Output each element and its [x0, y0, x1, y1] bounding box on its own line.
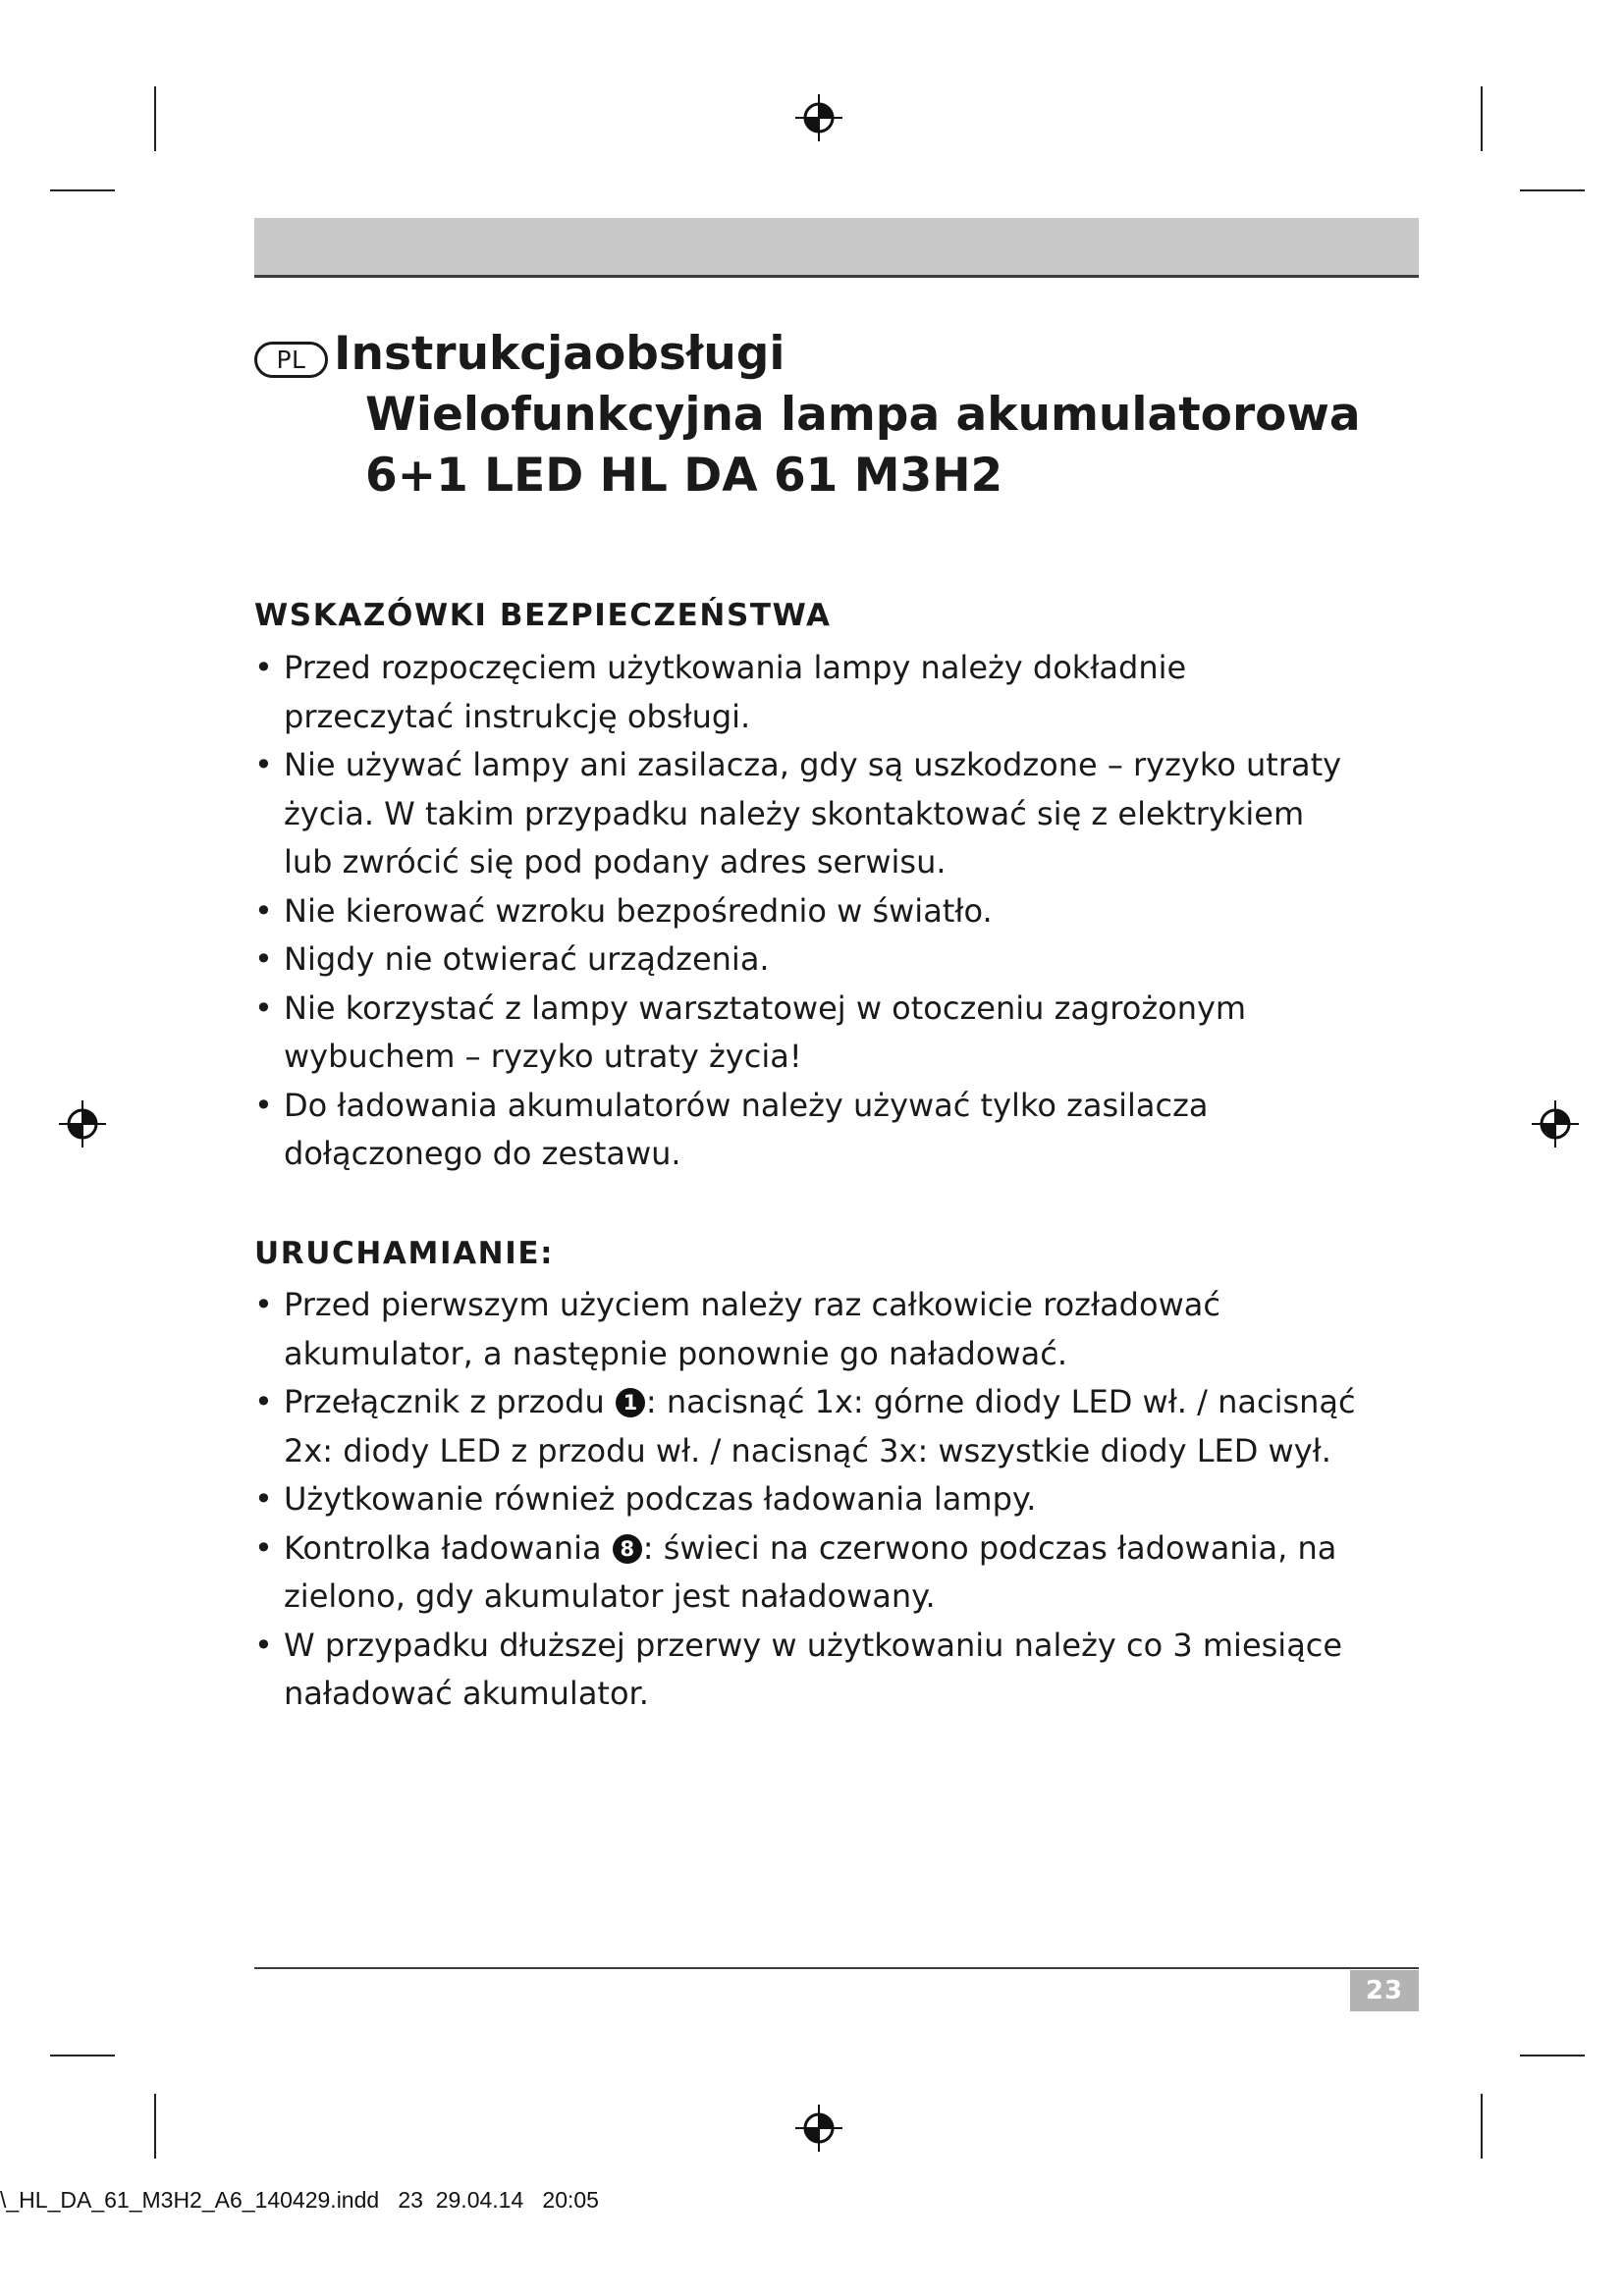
startup-list	[254, 1281, 1433, 1719]
number-1-icon: 1	[616, 1388, 645, 1417]
crop-mark-bottom-left-h	[50, 2055, 115, 2056]
crop-mark-bottom-right-h	[1520, 2055, 1585, 2056]
list-item: • Przed pierwszym użyciem należy raz całkowicie rozładować akumulator, a następnie ponownie go naładować.	[254, 1281, 1433, 1378]
list-item: • Do ładowania akumulatorów należy używać tylko zasilacza dołączonego do zestawu.	[254, 1082, 1433, 1179]
list-item: • Nie używać lampy ani zasilacza, gdy są uszkodzone – ryzyko utraty życia. W takim przypadku należy skontaktować się z elektrykiem lub zwrócić się pod podany adres serwisu.	[254, 741, 1433, 887]
startup-heading: URUCHAMIANIE:	[254, 1236, 555, 1271]
list-item: • Nie kierować wzroku bezpośrednio w światło.	[254, 887, 1433, 936]
list-item: • Użytkowanie również podczas ładowania lampy.	[254, 1475, 1433, 1524]
number-8-icon: 8	[613, 1534, 642, 1564]
crop-mark-top-left-h	[50, 189, 115, 191]
page-title	[334, 324, 1361, 507]
product-name-line2: 6+1 LED HL DA 61 M3H2	[365, 449, 1003, 503]
registration-mark-top-icon	[791, 90, 846, 145]
crop-mark-top-right-h	[1520, 189, 1585, 191]
manual-title: Instrukcjaobsługi	[334, 327, 785, 381]
safety-heading: WSKAZÓWKI BEZPIECZEŃSTWA	[254, 598, 832, 633]
list-item-text: : nacisnąć 1x: górne diody LED wł. / nacisnąć 2x: diody LED z przodu wł. / nacisnąć 3x: wszystkie diody LED wył.	[284, 1383, 1356, 1469]
registration-mark-bottom-icon	[791, 2101, 846, 2156]
list-item-text: Kontrolka ładowania	[284, 1528, 612, 1567]
list-item-text: Przełącznik z przodu	[284, 1383, 615, 1420]
language-badge: PL	[254, 342, 328, 378]
crop-mark-bottom-right	[1481, 2094, 1483, 2159]
crop-mark-top-right	[1481, 86, 1483, 151]
header-bar	[254, 218, 1419, 278]
safety-list	[254, 644, 1433, 1179]
list-item	[254, 1378, 1433, 1475]
crop-mark-top-left	[154, 86, 156, 151]
print-slug: \_HL_DA_61_M3H2_A6_140429.indd 23 29.04.14 20:05	[0, 2187, 599, 2213]
product-name-line1: Wielofunkcyjna lampa akumulatorowa	[365, 388, 1361, 442]
list-item: • Nigdy nie otwierać urządzenia.	[254, 935, 1433, 985]
registration-mark-left-icon	[55, 1096, 110, 1151]
list-item: • Przed rozpoczęciem użytkowania lampy należy dokładnie przeczytać instrukcję obsługi.	[254, 644, 1433, 741]
list-item-text: : świeci na czerwono podczas ładowania, na zielono, gdy akumulator jest naładowany.	[284, 1528, 1337, 1615]
registration-mark-right-icon	[1528, 1096, 1583, 1151]
list-item	[254, 1524, 1433, 1622]
list-item: • Nie korzystać z lampy warsztatowej w otoczeniu zagrożonym wybuchem – ryzyko utraty życia!	[254, 985, 1433, 1082]
crop-mark-bottom-left	[154, 2094, 156, 2159]
list-item: • W przypadku dłuższej przerwy w użytkowaniu należy co 3 miesiące naładować akumulator.	[254, 1622, 1433, 1719]
page-number: 23	[1350, 1970, 1419, 2011]
footer-rule	[254, 1967, 1419, 1969]
